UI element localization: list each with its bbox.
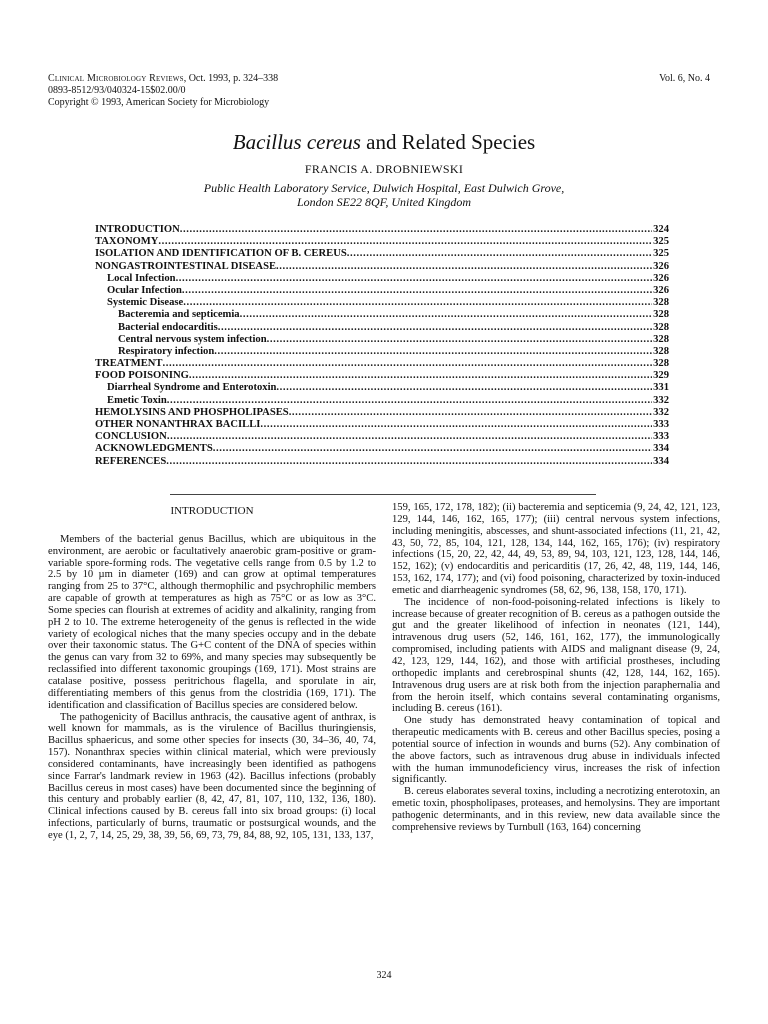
article-title	[0, 130, 768, 155]
toc-entry[interactable]: Emetic Toxin ..... 332	[95, 395, 669, 407]
issn-code: 0893-8512/93/040324-15$02.00/0	[48, 85, 186, 96]
left-column	[48, 502, 376, 842]
toc-entry[interactable]: Local Infection ..... 326	[95, 273, 669, 285]
toc-entry[interactable]: NONGASTROINTESTINAL DISEASE ..... 326	[95, 261, 669, 273]
journal-name: Clinical Microbiology Reviews	[48, 73, 184, 84]
toc-entry[interactable]: HEMOLYSINS AND PHOSPHOLIPASES ..... 332	[95, 407, 669, 419]
toc-entry[interactable]: Bacteremia and septicemia ..... 328	[95, 309, 669, 321]
toc-entry[interactable]: Ocular Infection ..... 326	[95, 285, 669, 297]
toc-entry[interactable]: CONCLUSION ..... 333	[95, 431, 669, 443]
toc-entry[interactable]: OTHER NONANTHRAX BACILLI ..... 333	[95, 419, 669, 431]
paragraph: One study has demonstrated heavy contamination of topical and therapeutic medicaments with B. cereus and other Bacillus species, posing a potential source of infection in wounds and burns (52). Any combination of the above factors, such as intravenous drug abuse in individuals infected with the human immunodeficiency virus, increases the risk of infection significantly.	[392, 715, 720, 786]
running-header	[48, 73, 278, 109]
volume-number: Vol. 6, No. 4	[659, 73, 710, 84]
toc-entry[interactable]: TAXONOMY ..... 325	[95, 236, 669, 248]
copyright: Copyright © 1993, American Society for Microbiology	[48, 97, 270, 108]
title-species: Bacillus cereus	[232, 130, 361, 154]
citation: , Oct. 1993, p. 324–338	[183, 73, 279, 84]
affiliation-line-2: London SE22 8QF, United Kingdom	[296, 195, 472, 209]
page-number: 324	[376, 970, 392, 981]
toc-entry[interactable]: INTRODUCTION ..... 324	[95, 224, 669, 236]
toc-entry[interactable]: Systemic Disease ..... 328	[95, 297, 669, 309]
paragraph: The incidence of non-food-poisoning-related infections is likely to increase because of greater recognition of B. cereus as a pathogen outside the gut and the greater likelihood of infection in neonates (121, 144), intravenous drug users (52, 146, 161, 162, 177), the immunologically compromised, including patients with AIDS and malignant disease (9, 24, 42, 123, 129, 144, 162), and those with artificial prostheses, including orthopedic implants and cerebrospinal shunts (42, 128, 144, 162, 165). Intravenous drug users are at risk both from the injection paraphernalia and from the heroin itself, which contains several contaminating organisms, including B. cereus (161).	[392, 596, 720, 715]
affiliation-line-1: Public Health Laboratory Service, Dulwich Hospital, East Dulwich Grove,	[203, 181, 565, 195]
toc-entry[interactable]: ACKNOWLEDGMENTS ..... 334	[95, 443, 669, 455]
paragraph: 159, 165, 172, 178, 182); (ii) bacteremia and septicemia (9, 24, 42, 121, 123, 129, 144, 146, 162, 165, 177); (iii) central nervous system infections, including meningitis, abscesses, and shunt-associated infections (11, 21, 42, 43, 50, 72, 85, 104, 121, 128, 134, 144, 162, 165, 176); (iv) respiratory infections (15, 20, 22, 42, 44, 49, 53, 89, 94, 103, 121, 123, 128, 144, 146, 152, 162); (v) endocarditis and pericarditis (17, 26, 42, 48, 119, 144, 146, 153, 162, 174, 177); and (vi) food poisoning, characterized by toxin-induced emetic and diarrheagenic syndromes (58, 62, 96, 138, 158, 170, 171).	[392, 502, 720, 596]
table-of-contents	[95, 224, 669, 468]
right-column	[392, 502, 720, 834]
affiliation	[0, 181, 768, 209]
toc-entry[interactable]: Diarrheal Syndrome and Enterotoxin ..... 331	[95, 382, 669, 394]
toc-entry[interactable]: REFERENCES ..... 334	[95, 456, 669, 468]
toc-entry[interactable]: Central nervous system infection ..... 328	[95, 334, 669, 346]
title-rest: and Related Species	[360, 130, 536, 154]
toc-entry[interactable]: ISOLATION AND IDENTIFICATION OF B. CEREUS ..... 325	[95, 248, 669, 260]
author: FRANCIS A. DROBNIEWSKI	[304, 162, 464, 176]
section-heading: INTRODUCTION	[170, 505, 254, 517]
toc-entry[interactable]: Bacterial endocarditis ..... 328	[95, 322, 669, 334]
paragraph: The pathogenicity of Bacillus anthracis, the causative agent of anthrax, is well known for mammals, as is the virulence of Bacillus thuringiensis, Bacillus sphaericus, and some other species for insects (30, 34–36, 40, 74, 157). Nonanthrax species within clinical material, which were previously considered contaminants, have increasingly been identified as pathogens since Farrar's landmark review in 1963 (42). Bacillus infections (probably Bacillus cereus in most cases) have been documented since the beginning of this century and probably earlier (8, 42, 47, 81, 107, 110, 132, 136, 180). Clinical infections caused by B. cereus fall into six broad groups: (i) local infections, particularly of burns, traumatic or postsurgical wounds, and the eye (1, 2, 7, 14, 25, 29, 38, 39, 56, 69, 73, 79, 84, 88, 92, 105, 131, 133, 137,	[48, 711, 376, 841]
toc-entry[interactable]: FOOD POISONING ..... 329	[95, 370, 669, 382]
paragraph: Members of the bacterial genus Bacillus, which are ubiquitous in the environment, are aerobic or facultatively anaerobic gram-positive or gram-variable spore-forming rods. The vegetative cells range from 0.5 by 1.2 to 2.5 by 10 µm in diameter (169) and can grow at optimal temperatures ranging from 25 to 37°C, although thermophilic and psychrophilic members are capable of growth at temperatures as high as 75°C or as low as 3°C. Some species can flourish at extremes of acidity and alkalinity, ranging from pH 2 to 10. The extreme heterogeneity of the genus is reflected in the wide variety of ecological niches that the many species occupy and in the debate over their taxonomic status. The G+C content of the DNA of species within the genus can vary from 32 to 69%, and many species may subsequently be reclassified into different taxonomic groupings (169, 171). Most strains are catalase positive, possess peritrichous flagella, and sporulate in air, differentiating members of this genus from the clostridia (169, 171). The identification and classification of Bacillus species are considered below.	[48, 533, 376, 711]
divider	[170, 494, 596, 495]
toc-entry[interactable]: Respiratory infection ..... 328	[95, 346, 669, 358]
paragraph: B. cereus elaborates several toxins, including a necrotizing enterotoxin, an emetic toxin, phospholipases, proteases, and hemolysins. They are important pathogenic determinants, and in this review, new data available since the comprehensive reviews by Turnbull (163, 164) concerning	[392, 786, 720, 833]
toc-entry[interactable]: TREATMENT ..... 328	[95, 358, 669, 370]
